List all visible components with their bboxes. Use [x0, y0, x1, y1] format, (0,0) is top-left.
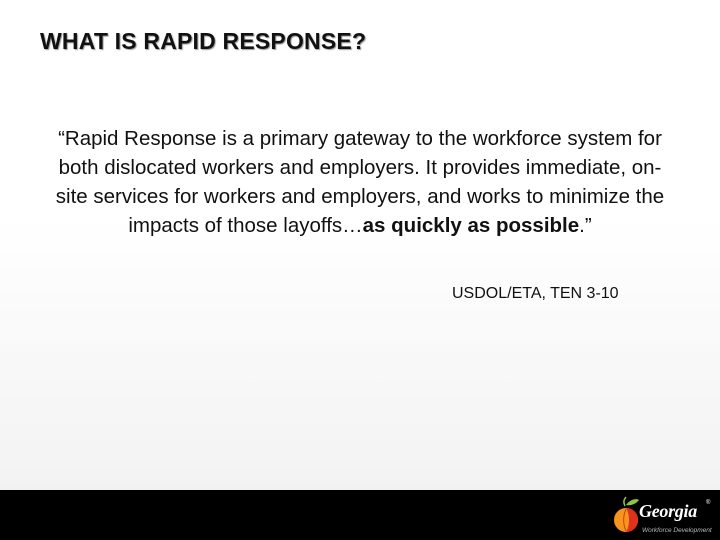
slide-title: WHAT IS RAPID RESPONSE? — [40, 28, 367, 54]
quote-text — [50, 124, 670, 240]
quote-part-1: “Rapid Response is a primary gateway to the workforce system for both dislocated workers and employers. It provides immediate, on-site services for workers and employers, and works to minimize the impacts of those layoffs… — [55, 127, 665, 237]
logo-tagline: Workforce Development — [642, 527, 712, 534]
logo-wordmark: Georgia — [639, 501, 697, 521]
quote-emphasis: as quickly as possible — [362, 214, 580, 237]
quote-citation: USDOL/ETA, TEN 3-10 — [452, 285, 619, 302]
georgia-workforce-logo — [612, 496, 714, 538]
peach-icon — [612, 496, 642, 538]
quote-part-2: .” — [579, 214, 592, 237]
registered-mark: ® — [706, 500, 711, 506]
